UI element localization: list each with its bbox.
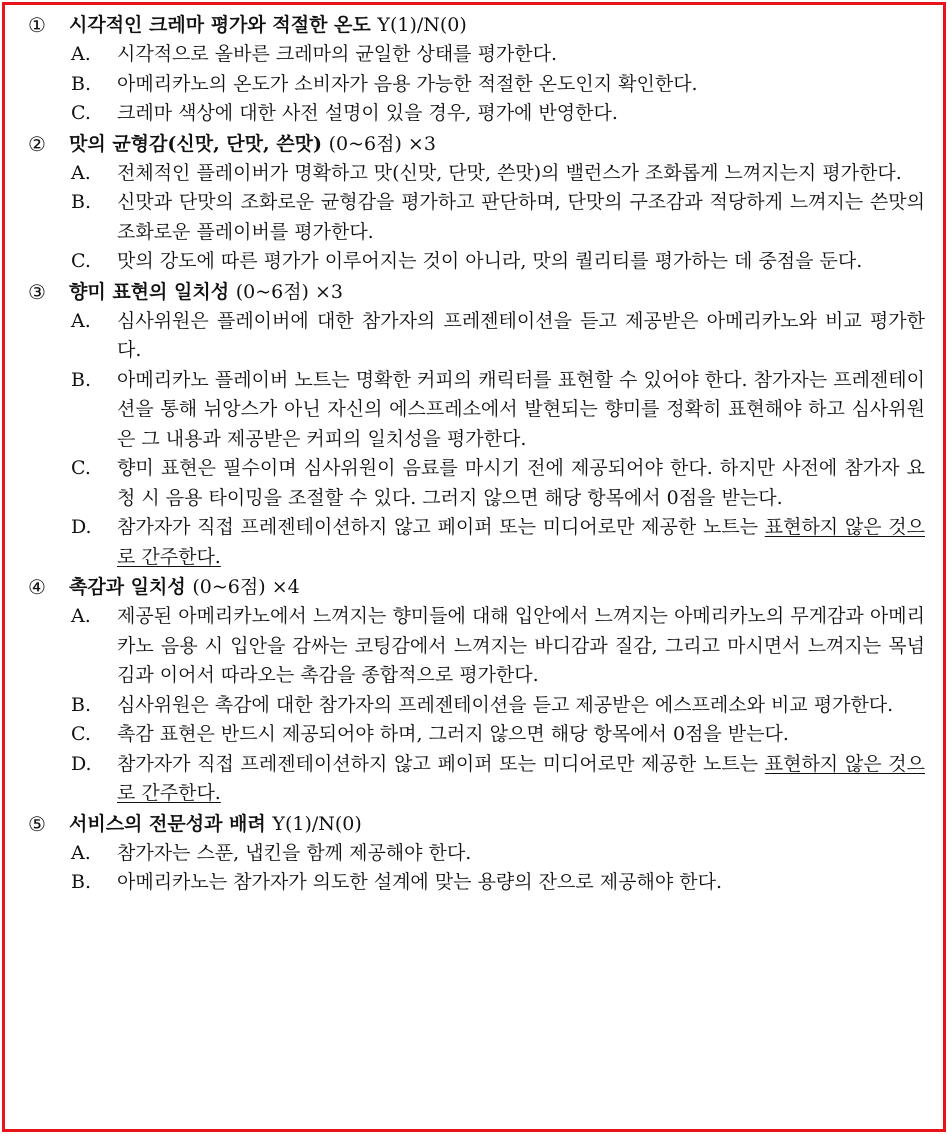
- item-text: [117, 307, 925, 366]
- section-title-text: 맛의 균형감(신맛, 단맛, 쓴맛): [69, 132, 322, 155]
- document-frame: [2, 2, 946, 1132]
- item-body: 촉감 표현은 반드시 제공되어야 하며, 그러지 않으면 해당 항목에서 0점을 받는다.: [117, 723, 789, 745]
- item-letter: A.: [71, 605, 91, 627]
- criteria-item: [5, 307, 948, 366]
- section-scoring: (0~6점) ×4: [192, 576, 300, 598]
- item-body: 제공된 아메리카노에서 느껴지는 향미들에 대해 입안에서 느껴지는 아메리카노의 무게감과 아메리카노 음용 시 입안을 감싸는 코팅감에서 느껴지는 바디감과 질감, 그리고 마시면서 느껴지는 목넘김과 이어서 따라오는 촉감을 종합적으로 평가한다.: [117, 605, 925, 686]
- item-body: 신맛과 단맛의 조화로운 균형감을 평가하고 판단하며, 단맛의 구조감과 적당하게 느껴지는 쓴맛의 조화로운 플레이버를 평가한다.: [117, 191, 925, 243]
- criteria-item: [5, 513, 948, 572]
- criteria-item: [5, 159, 948, 189]
- criteria-item: [5, 691, 948, 721]
- item-text: [117, 159, 925, 189]
- item-body: 참가자는 스푼, 냅킨을 함께 제공해야 한다.: [117, 841, 472, 864]
- section-title: [69, 10, 467, 40]
- criteria-item: [5, 720, 948, 750]
- section-title: [69, 809, 362, 839]
- item-body: 크레마 색상에 대한 사전 설명이 있을 경우, 평가에 반영한다.: [117, 102, 618, 124]
- item-text: [117, 99, 925, 129]
- item-letter: C.: [71, 250, 91, 272]
- item-text: [117, 691, 925, 721]
- criteria-item: [5, 99, 948, 129]
- item-letter: C.: [71, 457, 91, 479]
- item-letter: A.: [71, 309, 91, 332]
- item-body: 아메리카노 플레이버 노트는 명확한 커피의 캐릭터를 표현할 수 있어야 한다. 참가자는 프레젠테이션을 통해 뉘앙스가 아닌 자신의 에스프레소에서 발현되는 향미를 정확히 표현해야 하고 심사위원은 그 내용과 제공받은 커피의 일치성을 평가한다.: [117, 368, 925, 450]
- section-title-text: 촉감과 일치성: [69, 576, 186, 598]
- section-scoring: Y(1)/N(0): [377, 14, 467, 36]
- section-scoring: (0~6점) ×3: [235, 280, 344, 303]
- criteria-item: [5, 868, 948, 898]
- item-text: [117, 247, 925, 277]
- item-text: [117, 188, 925, 247]
- item-body: 참가자가 직접 프레젠테이션하지 않고 페이퍼 또는 미디어로만 제공한 노트는: [117, 516, 765, 538]
- evaluation-criteria-document: [5, 10, 948, 898]
- criteria-item: [5, 602, 948, 691]
- section-number: ③: [28, 279, 46, 304]
- section-title: [69, 572, 300, 602]
- section-heading: [5, 10, 948, 40]
- item-underlined-text: 표현하지 않은 것으로 간주한다.: [117, 752, 925, 804]
- item-letter: B.: [71, 693, 92, 716]
- item-body: 심사위원은 촉감에 대한 참가자의 프레젠테이션을 듣고 제공받은 에스프레소와 비교 평가한다.: [117, 693, 894, 716]
- item-text: [117, 868, 925, 898]
- item-letter: C.: [71, 723, 91, 745]
- item-body: 심사위원은 플레이버에 대한 참가자의 프레젠테이션을 듣고 제공받은 아메리카노와 비교 평가한다.: [117, 309, 925, 361]
- item-text: [117, 454, 925, 513]
- section-number: ④: [28, 575, 46, 599]
- section-number: ⑤: [28, 811, 46, 836]
- item-letter: A.: [71, 841, 91, 864]
- item-letter: B.: [71, 72, 92, 95]
- section-heading: [5, 277, 948, 307]
- section-title: [69, 129, 436, 159]
- criteria-item: [5, 366, 948, 455]
- section-scoring: (0~6점) ×3: [328, 132, 436, 155]
- item-text: [117, 366, 925, 455]
- item-body: 시각적으로 올바른 크레마의 균일한 상태를 평가한다.: [117, 43, 558, 65]
- section-heading: [5, 129, 948, 159]
- section-number: ①: [28, 13, 46, 37]
- criteria-item: [5, 70, 948, 100]
- item-underlined-text: 표현하지 않은 것으로 간주한다.: [117, 516, 925, 568]
- item-letter: B.: [71, 368, 92, 391]
- item-letter: A.: [71, 161, 91, 184]
- item-letter: B.: [71, 191, 92, 213]
- section-heading: [5, 809, 948, 839]
- section-title-text: 시각적인 크레마 평가와 적절한 온도: [69, 14, 371, 36]
- criteria-item: [5, 454, 948, 513]
- item-letter: B.: [71, 871, 92, 893]
- section-title: [69, 277, 343, 307]
- criteria-item: [5, 40, 948, 70]
- item-letter: A.: [71, 43, 91, 65]
- item-letter: D.: [71, 752, 92, 775]
- section-scoring: Y(1)/N(0): [272, 812, 362, 835]
- item-text: [117, 602, 925, 691]
- section-title-text: 향미 표현의 일치성: [69, 280, 230, 303]
- item-body: 아메리카노는 참가자가 의도한 설계에 맞는 용량의 잔으로 제공해야 한다.: [117, 871, 722, 893]
- criteria-item: [5, 750, 948, 809]
- item-body: 아메리카노의 온도가 소비자가 음용 가능한 적절한 온도인지 확인한다.: [117, 72, 698, 95]
- criteria-item: [5, 839, 948, 869]
- criteria-item: [5, 247, 948, 277]
- item-text: [117, 839, 925, 869]
- item-body: 참가자가 직접 프레젠테이션하지 않고 페이퍼 또는 미디어로만 제공한 노트는: [117, 752, 765, 775]
- section-title-text: 서비스의 전문성과 배려: [69, 812, 266, 835]
- criteria-item: [5, 188, 948, 247]
- item-text: [117, 40, 925, 70]
- section-heading: [5, 572, 948, 602]
- item-text: [117, 750, 925, 809]
- item-letter: D.: [71, 516, 92, 538]
- section-number: ②: [28, 131, 46, 156]
- item-text: [117, 513, 925, 572]
- item-body: 맛의 강도에 따른 평가가 이루어지는 것이 아니라, 맛의 퀄리티를 평가하는 데 중점을 둔다.: [117, 250, 863, 272]
- item-text: [117, 720, 925, 750]
- item-text: [117, 70, 925, 100]
- item-body: 전체적인 플레이버가 명확하고 맛(신맛, 단맛, 쓴맛)의 밸런스가 조화롭게 느껴지는지 평가한다.: [117, 161, 902, 184]
- item-letter: C.: [71, 102, 91, 124]
- item-body: 향미 표현은 필수이며 심사위원이 음료를 마시기 전에 제공되어야 한다. 하지만 사전에 참가자 요청 시 음용 타이밍을 조절할 수 있다. 그러지 않으면 해당 항목에서 0점을 받는다.: [117, 457, 925, 509]
